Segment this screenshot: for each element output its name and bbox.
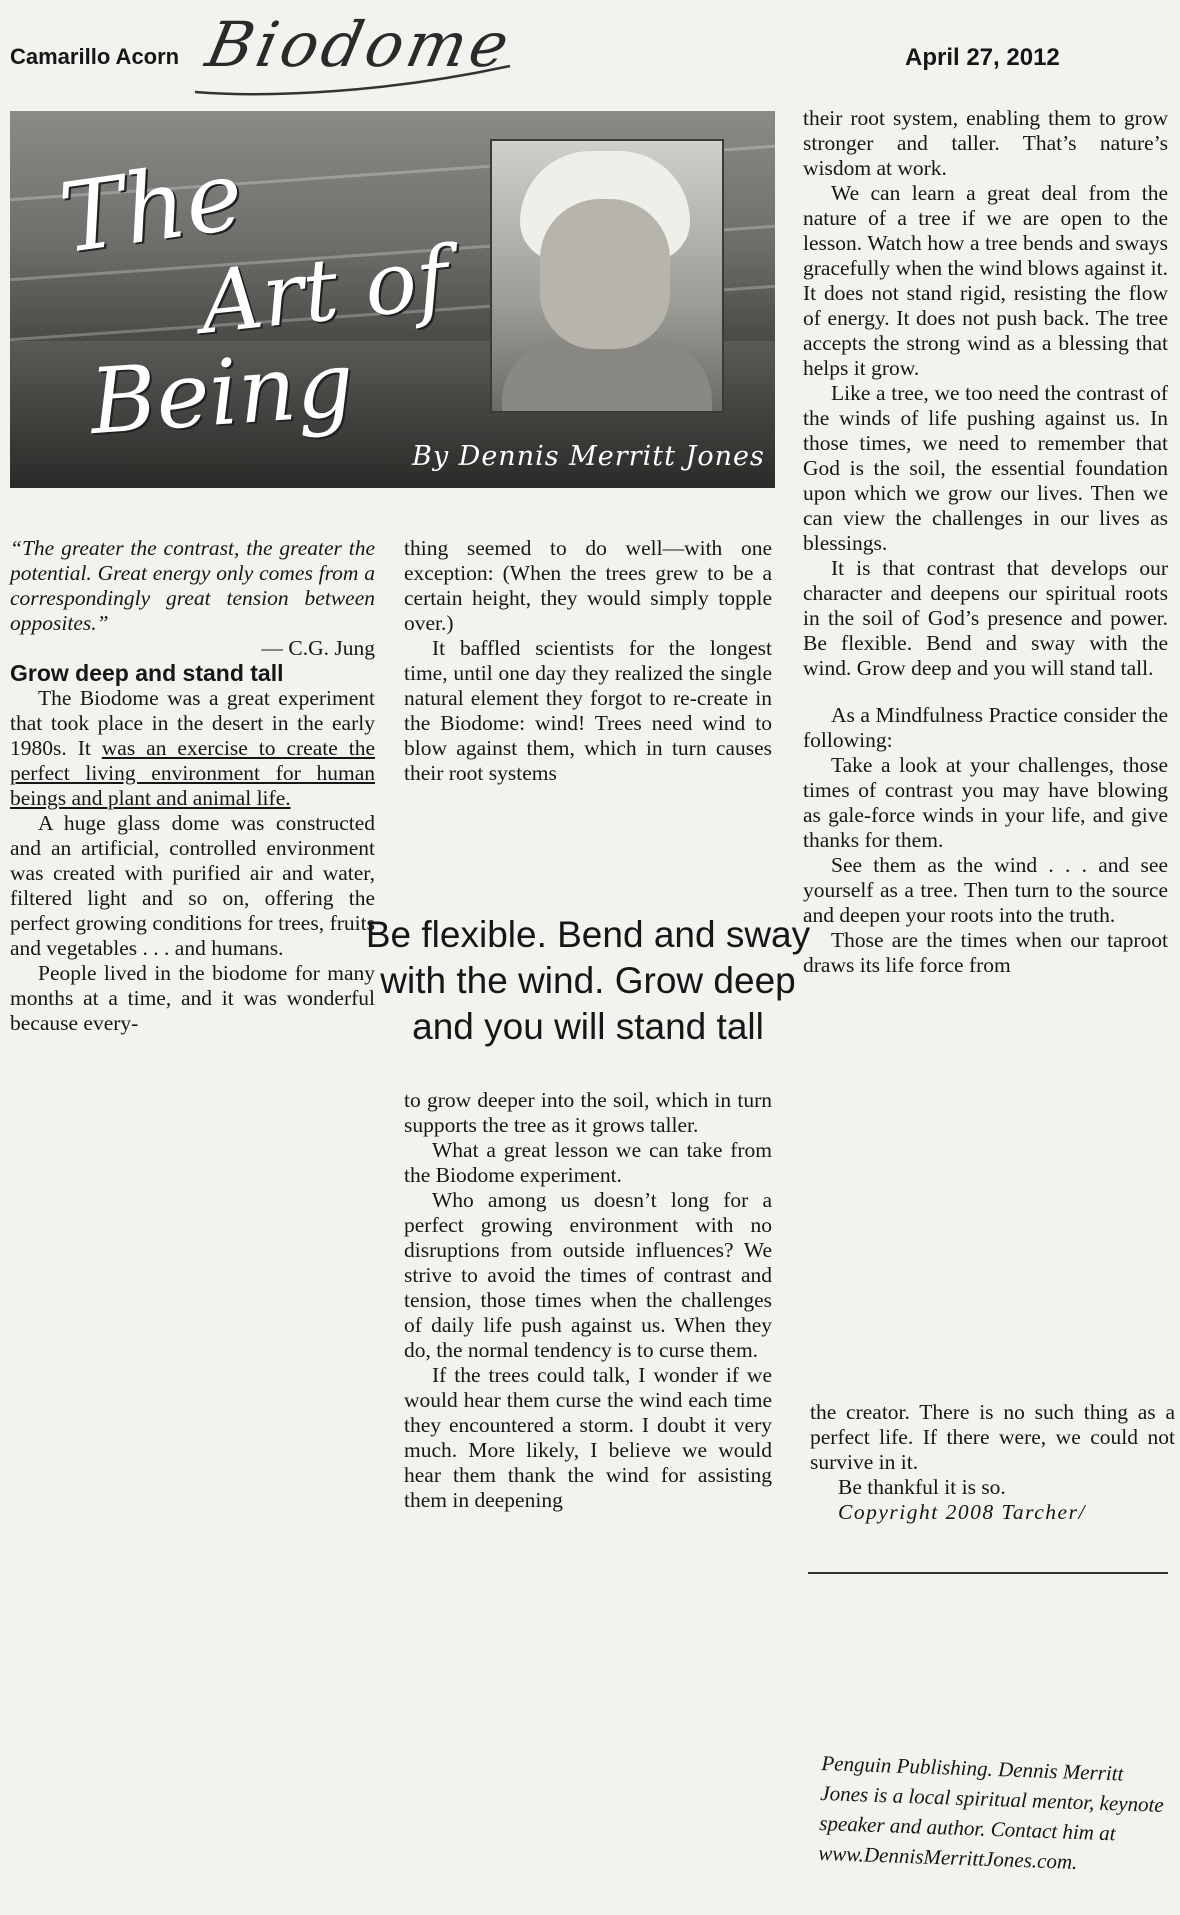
handwritten-underline-icon [190, 62, 520, 102]
paragraph: the creator. There is no such thing as a perfect life. If there were, we could not survive in it. [810, 1400, 1175, 1474]
author-byline: By Dennis Merritt Jones [412, 441, 765, 472]
divider [808, 1572, 1168, 1574]
title-line-1: The [53, 138, 250, 276]
handwritten-note: Biodome [200, 8, 519, 81]
epigraph-quote: “The greater the contrast, the greater the potential. Great energy only comes from a correspondingly great tension between opposites.” [10, 536, 375, 635]
article-column-3-continued [810, 1400, 1175, 1525]
underlined-text: was an exercise to create the perfect living environment for human beings and plant and animal life. [10, 736, 375, 810]
publication-date: April 27, 2012 [905, 44, 1060, 71]
pull-quote: Be flexible. Bend and sway with the wind. Grow deep and you will stand tall [365, 914, 811, 1047]
copyright-line: Copyright 2008 Tarcher/ [838, 1500, 1086, 1524]
paragraph: Who among us doesn’t long for a perfect growing environment with no disruptions from outside influences? We strive to avoid the times of contrast and tension, those times when the challenges of daily life push against us. When they do, the normal tendency is to curse them. [404, 1188, 772, 1362]
paragraph: thing seemed to do well—with one exception: (When the trees grew to be a certain height, they would simply topple over.) [404, 536, 772, 635]
column-banner [10, 111, 775, 488]
title-line-3: Being [86, 331, 358, 456]
title-line-2: Art of [195, 228, 454, 354]
article-column-3 [803, 106, 1168, 978]
paragraph: Be thankful it is so. [838, 1475, 1006, 1499]
article-column-2-continued [404, 1088, 772, 1513]
paragraph: People lived in the biodome for many months at a time, and it was wonderful because every- [10, 961, 375, 1035]
paragraph: Like a tree, we too need the contrast of the winds of life pushing against us. In those times, we need to remember that God is the soil, the essential foundation upon which we grow our lives. Then we can view the challenges in our lives as blessings. [803, 381, 1168, 555]
paragraph: See them as the wind . . . and see yourself as a tree. Then turn to the source and deepen your roots into the truth. [803, 853, 1168, 927]
article-column-2 [404, 536, 772, 786]
paragraph: A huge glass dome was constructed and an artificial, controlled environment was created with purified air and water, filtered light and so on, offering the perfect growing conditions for trees, fruits and vegetables . . . and humans. [10, 811, 375, 960]
paragraph: Take a look at your challenges, those times of contrast you may have blowing as gale-force winds in your life, and give thanks for them. [803, 753, 1168, 852]
column-title [50, 138, 470, 456]
newspaper-name: Camarillo Acorn [10, 44, 180, 69]
paragraph: It is that contrast that develops our character and deepens our spiritual roots in the soil of God’s presence and power. Be flexible. Bend and sway with the wind. Grow deep and you will stand tall. [803, 556, 1168, 680]
author-bio: Penguin Publishing. Dennis Merritt Jones is a local spiritual mentor, keynote speaker and author. Contact him at www.DennisMerrittJones.com. [817, 1750, 1165, 1874]
paragraph: to grow deeper into the soil, which in turn supports the tree as it grows taller. [404, 1088, 772, 1137]
paragraph: their root system, enabling them to grow stronger and taller. That’s nature’s wisdom at work. [803, 106, 1168, 180]
paragraph: What a great lesson we can take from the Biodome experiment. [404, 1138, 772, 1187]
paragraph: As a Mindfulness Practice consider the following: [803, 703, 1168, 752]
paragraph: Those are the times when our taproot draws its life force from [803, 928, 1168, 977]
article-column-1 [10, 536, 375, 1036]
epigraph-attribution: — C.G. Jung [261, 636, 375, 660]
paragraph: The Biodome was a great experiment that took place in the desert in the early 1980s. It was an exercise to create the perfect living environment for human beings and plant and animal life. [10, 686, 375, 810]
paragraph: We can learn a great deal from the nature of a tree if we are open to the lesson. Watch how a tree bends and sways gracefully when the wind blows against it. It does not stand rigid, resisting the flow of energy. It does not push back. The tree accepts the strong wind as a blessing that helps it grow. [803, 181, 1168, 380]
article-subhead: Grow deep and stand tall [10, 660, 284, 686]
author-portrait [490, 139, 724, 413]
paragraph: If the trees could talk, I wonder if we would hear them curse the wind each time they encountered a storm. I doubt it very much. More likely, I believe we would hear them thank the wind for assisting them in deepening [404, 1363, 772, 1512]
paragraph: It baffled scientists for the longest time, until one day they realized the single natural element they forgot to re-create in the Biodome: wind! Trees need wind to blow against them, which in turn causes their root systems [404, 636, 772, 785]
